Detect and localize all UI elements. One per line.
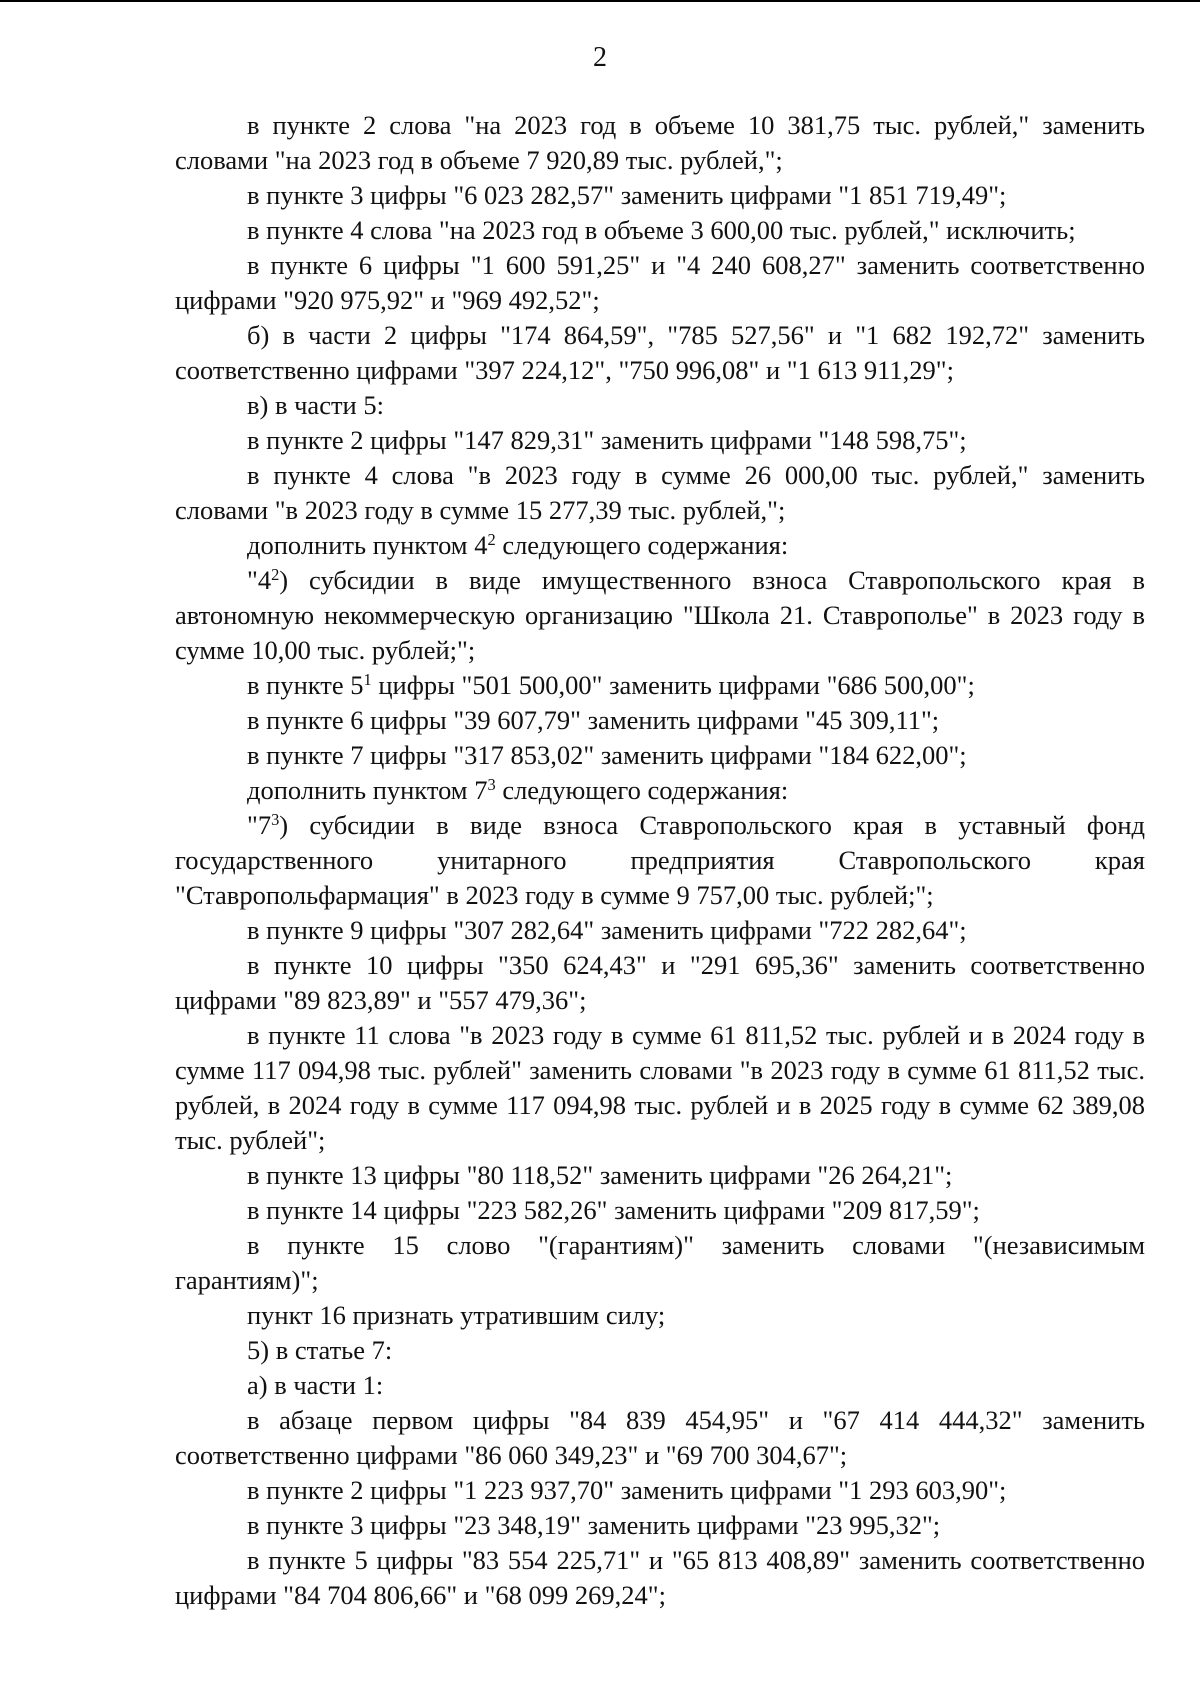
paragraph-text: ) субсидии в виде взноса Ставропольского края в уставный фонд государственного унитарного предприятия Ставропольского края "Ставропольфармация" в 2023 году в сумме 9 757,00 тыс. рублей;"; (175, 810, 1145, 910)
paragraph: в пункте 13 цифры "80 118,52" заменить цифрами "26 264,21"; (247, 1160, 953, 1190)
paragraph: в пункте 10 цифры "350 624,43" и "291 695,36" заменить соответственно цифрами "89 823,89" и "557 479,36"; (175, 950, 1145, 1015)
paragraph: в пункте 9 цифры "307 282,64" заменить цифрами "722 282,64"; (247, 915, 967, 945)
paragraph: пункт 16 признать утратившим силу; (247, 1300, 666, 1330)
paragraph (175, 773, 1145, 808)
paragraph: в пункте 14 цифры "223 582,26" заменить цифрами "209 817,59"; (247, 1195, 980, 1225)
paragraph (175, 563, 1145, 668)
paragraph: в пункте 6 цифры "39 607,79" заменить цифрами "45 309,11"; (247, 705, 940, 735)
paragraph-text: в пункте 5 (247, 670, 364, 700)
paragraph: 5) в статье 7: (247, 1335, 393, 1365)
paragraph: в пункте 4 слова "на 2023 год в объеме 3 600,00 тыс. рублей," исключить; (247, 215, 1076, 245)
superscript-index: 1 (363, 669, 372, 689)
paragraph-text: "4 (247, 565, 272, 595)
paragraph: в) в части 5: (247, 390, 384, 420)
paragraph: в пункте 2 цифры "147 829,31" заменить цифрами "148 598,75"; (247, 425, 967, 455)
paragraph: в пункте 2 цифры "1 223 937,70" заменить цифрами "1 293 603,90"; (247, 1475, 1007, 1505)
paragraph-text: дополнить пунктом 4 (247, 530, 488, 560)
paragraph-text: цифры "501 500,00" заменить цифрами "686 500,00"; (371, 670, 975, 700)
paragraph: в пункте 6 цифры "1 600 591,25" и "4 240 608,27" заменить соответственно цифрами "920 975,92" и "969 492,52"; (175, 250, 1145, 315)
paragraph: в пункте 3 цифры "23 348,19" заменить цифрами "23 995,32"; (247, 1510, 941, 1540)
paragraph-text: следующего содержания: (495, 775, 789, 805)
paragraph: в пункте 5 цифры "83 554 225,71" и "65 813 408,89" заменить соответственно цифрами "84 704 806,66" и "68 099 269,24"; (175, 1545, 1145, 1610)
paragraph (175, 808, 1145, 913)
paragraph: в пункте 2 слова "на 2023 год в объеме 10 381,75 тыс. рублей," заменить словами "на 2023 год в объеме 7 920,89 тыс. рублей,"; (175, 110, 1145, 175)
superscript-index: 2 (487, 529, 496, 549)
paragraph-text: следующего содержания: (495, 530, 789, 560)
paragraph: в абзаце первом цифры "84 839 454,95" и "67 414 444,32" заменить соответственно цифрами "86 060 349,23" и "69 700 304,67"; (175, 1405, 1145, 1470)
paragraph (175, 668, 1145, 703)
paragraph: б) в части 2 цифры "174 864,59", "785 527,56" и "1 682 192,72" заменить соответственно цифрами "397 224,12", "750 996,08" и "1 613 911,29"; (175, 320, 1145, 385)
paragraph: в пункте 15 слово "(гарантиям)" заменить словами "(независимым гарантиям)"; (175, 1230, 1145, 1295)
superscript-index: 2 (271, 564, 280, 584)
top-border-line (0, 0, 1200, 2)
paragraph-text: "7 (247, 810, 272, 840)
paragraph: в пункте 4 слова "в 2023 году в сумме 26 000,00 тыс. рублей," заменить словами "в 2023 году в сумме 15 277,39 тыс. рублей,"; (175, 460, 1145, 525)
paragraph: в пункте 11 слова "в 2023 году в сумме 61 811,52 тыс. рублей и в 2024 году в сумме 117 094,98 тыс. рублей" заменить словами "в 2023 году в сумме 61 811,52 тыс. рублей, в 2024 году в сумме 117 094,98 тыс. рублей и в 2025 году в сумме 62 389,08 тыс. рублей"; (175, 1020, 1145, 1155)
paragraph-text: дополнить пунктом 7 (247, 775, 488, 805)
paragraph: а) в части 1: (247, 1370, 384, 1400)
paragraph-text: ) субсидии в виде имущественного взноса Ставропольского края в автономную некоммерческую организацию "Школа 21. Ставрополье" в 2023 году в сумме 10,00 тыс. рублей;"; (175, 565, 1145, 665)
superscript-index: 3 (271, 809, 280, 829)
superscript-index: 3 (487, 774, 496, 794)
paragraph: в пункте 7 цифры "317 853,02" заменить цифрами "184 622,00"; (247, 740, 967, 770)
document-body (175, 108, 1145, 1613)
paragraph (175, 528, 1145, 563)
page-number: 2 (593, 42, 607, 73)
paragraph: в пункте 3 цифры "6 023 282,57" заменить цифрами "1 851 719,49"; (247, 180, 1007, 210)
